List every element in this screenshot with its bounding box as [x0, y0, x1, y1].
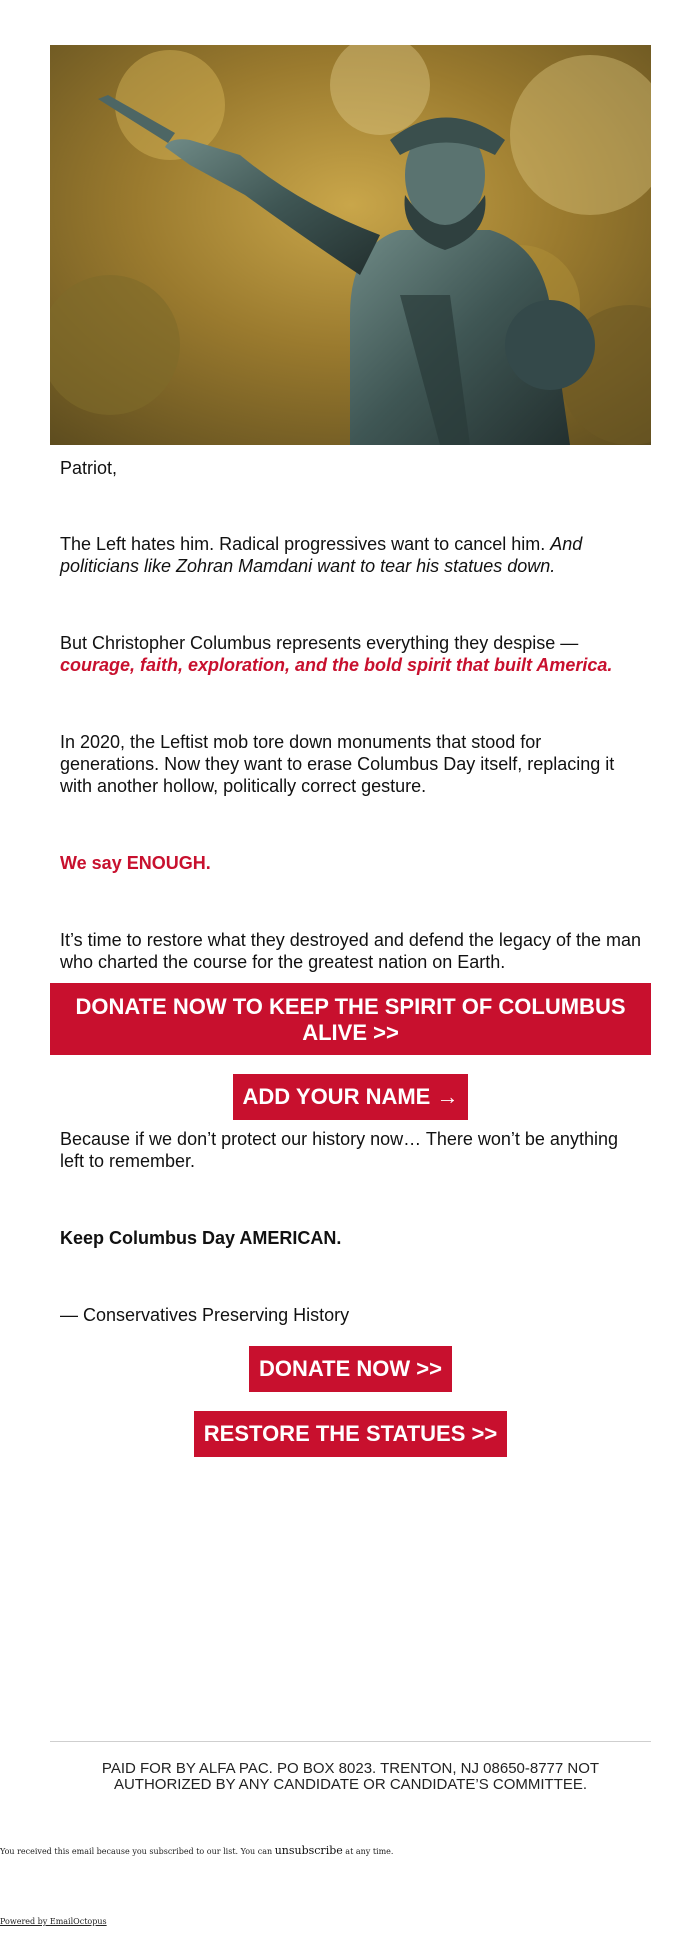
donate-now-button[interactable]: DONATE NOW >> [249, 1346, 452, 1392]
columbus-statue-image [50, 45, 651, 445]
restore-statues-button[interactable]: RESTORE THE STATUES >> [194, 1411, 507, 1457]
subscription-notice [0, 1844, 393, 1857]
powered-by-emailoctopus-link[interactable]: Powered by EmailOctopus [0, 1917, 107, 1926]
signature: — Conservatives Preserving History [60, 1305, 350, 1325]
unsubscribe-link[interactable]: unsubscribe [274, 1844, 343, 1857]
keep-columbus-day: Keep Columbus Day AMERICAN. [60, 1228, 342, 1248]
restore-statues-button-row [50, 1411, 651, 1457]
paragraph-restore-legacy: It’s time to restore what they destroyed and defend the legacy of the man who charted the course for the greatest nation on Earth. [60, 930, 642, 972]
paragraph-left-hates [60, 533, 641, 577]
subscription-notice-end: at any time. [342, 1847, 394, 1856]
email-body [50, 45, 651, 1457]
paragraph-columbus-emphasis: courage, faith, exploration, and the bold spirit that built America. [60, 655, 613, 675]
we-say-enough: We say ENOUGH. [60, 853, 211, 873]
add-name-button-row [50, 1074, 651, 1120]
paragraph-2020-monuments: In 2020, the Leftist mob tore down monuments that stood for generations. Now they want to erase Columbus Day itself, replacing it with another hollow, politically correct gesture. [60, 732, 615, 796]
paragraph-left-hates-italic: And politicians like Zohran Mamdani want to tear his statues down. [60, 534, 583, 576]
donate-now-button-row [50, 1346, 651, 1392]
donate-keep-spirit-button[interactable]: DONATE NOW TO KEEP THE SPIRIT OF COLUMBUS ALIVE >> [50, 983, 651, 1055]
paid-for-disclaimer: PAID FOR BY ALFA PAC. PO BOX 8023. TRENTON, NJ 08650-8777 NOT AUTHORIZED BY ANY CANDIDATE OR CANDIDATE’S COMMITTEE. [101, 1760, 600, 1793]
paragraph-columbus-represents [60, 632, 641, 676]
paragraph-columbus-text: But Christopher Columbus represents everything they despise — [60, 633, 579, 653]
paragraph-protect-history: Because if we don’t protect our history now… There won’t be anything left to remember. [60, 1129, 618, 1171]
paragraph-left-hates-text: The Left hates him. Radical progressives want to cancel him. [60, 534, 551, 554]
subscription-notice-text: You received this email because you subscribed to our list. You can [0, 1847, 275, 1856]
greeting: Patriot, [60, 458, 118, 478]
add-your-name-button[interactable]: ADD YOUR NAME → [233, 1074, 469, 1120]
footer-divider [50, 1741, 651, 1742]
